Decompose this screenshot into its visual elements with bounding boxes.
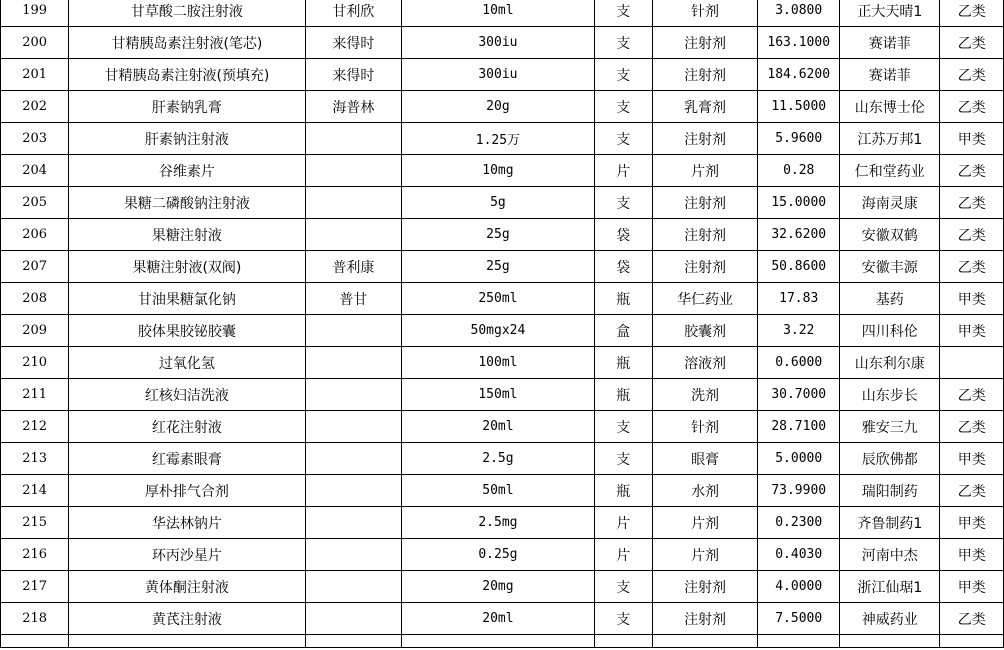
cell-manufacturer: 正大天晴1 (840, 0, 940, 27)
cell-row-number: 207 (1, 251, 69, 283)
cell-row-number: 204 (1, 155, 69, 187)
cell-specification: 50ml (402, 475, 594, 507)
cell-price: 28.7100 (758, 411, 840, 443)
empty-cell (594, 635, 652, 648)
cell-unit: 瓶 (594, 283, 652, 315)
cell-drug-name: 红核妇洁洗液 (69, 379, 305, 411)
cell-price: 7.5000 (758, 603, 840, 635)
cell-dosage-form: 注射剂 (652, 187, 757, 219)
cell-dosage-form: 乳膏剂 (652, 91, 757, 123)
cell-unit: 支 (594, 0, 652, 27)
cell-row-number: 200 (1, 27, 69, 59)
cell-brand-name: 甘利欣 (305, 0, 402, 27)
cell-brand-name (305, 123, 402, 155)
cell-unit: 片 (594, 539, 652, 571)
cell-brand-name (305, 315, 402, 347)
cell-manufacturer: 瑞阳制药 (840, 475, 940, 507)
cell-brand-name (305, 379, 402, 411)
table-row (1, 283, 1004, 315)
cell-row-number: 215 (1, 507, 69, 539)
cell-brand-name (305, 219, 402, 251)
cell-insurance-class: 甲类 (940, 315, 1004, 347)
empty-cell (758, 635, 840, 648)
cell-unit: 瓶 (594, 379, 652, 411)
cell-manufacturer: 辰欣佛都 (840, 443, 940, 475)
cell-specification: 2.5mg (402, 507, 594, 539)
cell-brand-name: 来得时 (305, 59, 402, 91)
cell-unit: 片 (594, 155, 652, 187)
cell-row-number: 203 (1, 123, 69, 155)
cell-price: 0.2300 (758, 507, 840, 539)
cell-drug-name: 肝素钠注射液 (69, 123, 305, 155)
cell-dosage-form: 眼膏 (652, 443, 757, 475)
cell-price: 0.28 (758, 155, 840, 187)
cell-insurance-class: 甲类 (940, 539, 1004, 571)
cell-manufacturer: 山东博士伦 (840, 91, 940, 123)
table-row (1, 187, 1004, 219)
cell-specification: 10mg (402, 155, 594, 187)
cell-manufacturer: 赛诺菲 (840, 27, 940, 59)
cell-dosage-form: 片剂 (652, 507, 757, 539)
cell-unit: 支 (594, 603, 652, 635)
cell-brand-name: 普甘 (305, 283, 402, 315)
cell-specification: 100ml (402, 347, 594, 379)
cell-manufacturer: 江苏万邦1 (840, 123, 940, 155)
cell-brand-name (305, 411, 402, 443)
cell-manufacturer: 浙江仙琚1 (840, 571, 940, 603)
table-row (1, 507, 1004, 539)
cell-insurance-class: 乙类 (940, 219, 1004, 251)
cell-specification: 20ml (402, 411, 594, 443)
cell-row-number: 217 (1, 571, 69, 603)
table-row (1, 155, 1004, 187)
cell-row-number: 212 (1, 411, 69, 443)
cell-drug-name: 甘草酸二胺注射液 (69, 0, 305, 27)
cell-insurance-class (940, 347, 1004, 379)
cell-dosage-form: 溶液剂 (652, 347, 757, 379)
table-row (1, 315, 1004, 347)
cell-manufacturer: 海南灵康 (840, 187, 940, 219)
table-row (1, 219, 1004, 251)
cell-dosage-form: 注射剂 (652, 571, 757, 603)
cell-dosage-form: 注射剂 (652, 59, 757, 91)
cell-brand-name: 普利康 (305, 251, 402, 283)
cell-drug-name: 过氧化氢 (69, 347, 305, 379)
cell-specification: 20mg (402, 571, 594, 603)
table-body (1, 0, 1004, 648)
cell-unit: 支 (594, 27, 652, 59)
cell-manufacturer: 仁和堂药业 (840, 155, 940, 187)
cell-price: 30.7000 (758, 379, 840, 411)
cell-price: 50.8600 (758, 251, 840, 283)
cell-unit: 瓶 (594, 475, 652, 507)
cell-manufacturer: 齐鲁制药1 (840, 507, 940, 539)
cell-unit: 支 (594, 91, 652, 123)
cell-brand-name (305, 507, 402, 539)
cell-dosage-form: 注射剂 (652, 251, 757, 283)
cell-row-number: 214 (1, 475, 69, 507)
cell-manufacturer: 安徽丰源 (840, 251, 940, 283)
cell-drug-name: 环丙沙星片 (69, 539, 305, 571)
cell-drug-name: 谷维素片 (69, 155, 305, 187)
cell-price: 5.0000 (758, 443, 840, 475)
cell-insurance-class: 甲类 (940, 571, 1004, 603)
table-row (1, 251, 1004, 283)
cell-specification: 50mgx24 (402, 315, 594, 347)
cell-row-number: 211 (1, 379, 69, 411)
table-row (1, 347, 1004, 379)
cell-specification: 150ml (402, 379, 594, 411)
cell-unit: 支 (594, 123, 652, 155)
cell-specification: 5g (402, 187, 594, 219)
cell-brand-name (305, 187, 402, 219)
cell-manufacturer: 安徽双鹤 (840, 219, 940, 251)
cell-specification: 300iu (402, 59, 594, 91)
cell-specification: 0.25g (402, 539, 594, 571)
cell-unit: 支 (594, 411, 652, 443)
cell-price: 3.22 (758, 315, 840, 347)
cell-insurance-class: 乙类 (940, 379, 1004, 411)
cell-unit: 支 (594, 443, 652, 475)
table-row (1, 0, 1004, 27)
cell-manufacturer: 赛诺菲 (840, 59, 940, 91)
cell-drug-name: 果糖二磷酸钠注射液 (69, 187, 305, 219)
empty-cell (402, 635, 594, 648)
cell-price: 0.6000 (758, 347, 840, 379)
empty-cell (840, 635, 940, 648)
cell-manufacturer: 河南中杰 (840, 539, 940, 571)
cell-price: 163.1000 (758, 27, 840, 59)
table-row (1, 443, 1004, 475)
empty-cell (305, 635, 402, 648)
cell-drug-name: 黄芪注射液 (69, 603, 305, 635)
empty-cell (940, 635, 1004, 648)
cell-drug-name: 甘精胰岛素注射液(预填充) (69, 59, 305, 91)
cell-dosage-form: 注射剂 (652, 219, 757, 251)
cell-drug-name: 甘精胰岛素注射液(笔芯) (69, 27, 305, 59)
cell-price: 3.0800 (758, 0, 840, 27)
cell-dosage-form: 注射剂 (652, 123, 757, 155)
table-row (1, 27, 1004, 59)
cell-row-number: 210 (1, 347, 69, 379)
empty-cell (1, 635, 69, 648)
cell-price: 17.83 (758, 283, 840, 315)
cell-dosage-form: 针剂 (652, 411, 757, 443)
cell-brand-name (305, 155, 402, 187)
cell-dosage-form: 片剂 (652, 539, 757, 571)
cell-insurance-class: 乙类 (940, 155, 1004, 187)
cell-dosage-form: 片剂 (652, 155, 757, 187)
table-row (1, 91, 1004, 123)
table-row (1, 123, 1004, 155)
cell-drug-name: 胶体果胶铋胶囊 (69, 315, 305, 347)
cell-drug-name: 华法林钠片 (69, 507, 305, 539)
cell-brand-name: 海普林 (305, 91, 402, 123)
table-row (1, 411, 1004, 443)
cell-specification: 250ml (402, 283, 594, 315)
cell-drug-name: 红霉素眼膏 (69, 443, 305, 475)
cell-brand-name (305, 347, 402, 379)
cell-brand-name (305, 539, 402, 571)
cell-row-number: 201 (1, 59, 69, 91)
table-row (1, 571, 1004, 603)
cell-row-number: 206 (1, 219, 69, 251)
cell-unit: 支 (594, 571, 652, 603)
table-row-partial (1, 635, 1004, 648)
cell-drug-name: 黄体酮注射液 (69, 571, 305, 603)
table-row (1, 475, 1004, 507)
table-row (1, 59, 1004, 91)
cell-manufacturer: 四川科伦 (840, 315, 940, 347)
cell-insurance-class: 乙类 (940, 27, 1004, 59)
cell-insurance-class: 乙类 (940, 59, 1004, 91)
cell-price: 32.6200 (758, 219, 840, 251)
empty-cell (652, 635, 757, 648)
cell-dosage-form: 水剂 (652, 475, 757, 507)
cell-specification: 2.5g (402, 443, 594, 475)
cell-price: 4.0000 (758, 571, 840, 603)
cell-insurance-class: 甲类 (940, 123, 1004, 155)
cell-row-number: 216 (1, 539, 69, 571)
cell-manufacturer: 雅安三九 (840, 411, 940, 443)
cell-manufacturer: 山东利尔康 (840, 347, 940, 379)
cell-insurance-class: 甲类 (940, 507, 1004, 539)
cell-drug-name: 果糖注射液(双阀) (69, 251, 305, 283)
cell-insurance-class: 乙类 (940, 0, 1004, 27)
cell-row-number: 208 (1, 283, 69, 315)
cell-specification: 20g (402, 91, 594, 123)
cell-row-number: 205 (1, 187, 69, 219)
cell-price: 11.5000 (758, 91, 840, 123)
cell-insurance-class: 甲类 (940, 443, 1004, 475)
cell-specification: 25g (402, 219, 594, 251)
cell-dosage-form: 注射剂 (652, 603, 757, 635)
cell-specification: 20ml (402, 603, 594, 635)
empty-cell (69, 635, 305, 648)
cell-dosage-form: 针剂 (652, 0, 757, 27)
cell-price: 0.4030 (758, 539, 840, 571)
cell-drug-name: 厚朴排气合剂 (69, 475, 305, 507)
cell-brand-name: 来得时 (305, 27, 402, 59)
table-row (1, 539, 1004, 571)
cell-insurance-class: 乙类 (940, 603, 1004, 635)
cell-drug-name: 肝素钠乳膏 (69, 91, 305, 123)
cell-dosage-form: 洗剂 (652, 379, 757, 411)
cell-manufacturer: 基药 (840, 283, 940, 315)
cell-unit: 盒 (594, 315, 652, 347)
cell-manufacturer: 神威药业 (840, 603, 940, 635)
cell-specification: 10ml (402, 0, 594, 27)
cell-row-number: 218 (1, 603, 69, 635)
cell-insurance-class: 乙类 (940, 251, 1004, 283)
cell-unit: 袋 (594, 251, 652, 283)
cell-dosage-form: 胶囊剂 (652, 315, 757, 347)
cell-row-number: 209 (1, 315, 69, 347)
cell-dosage-form: 华仁药业 (652, 283, 757, 315)
cell-price: 5.9600 (758, 123, 840, 155)
table-row (1, 603, 1004, 635)
cell-price: 73.9900 (758, 475, 840, 507)
cell-price: 15.0000 (758, 187, 840, 219)
cell-insurance-class: 甲类 (940, 283, 1004, 315)
cell-specification: 25g (402, 251, 594, 283)
cell-manufacturer: 山东步长 (840, 379, 940, 411)
cell-drug-name: 甘油果糖氯化钠 (69, 283, 305, 315)
cell-brand-name (305, 475, 402, 507)
cell-unit: 片 (594, 507, 652, 539)
cell-dosage-form: 注射剂 (652, 27, 757, 59)
cell-row-number: 213 (1, 443, 69, 475)
cell-insurance-class: 乙类 (940, 187, 1004, 219)
cell-brand-name (305, 571, 402, 603)
cell-drug-name: 红花注射液 (69, 411, 305, 443)
cell-insurance-class: 乙类 (940, 475, 1004, 507)
table-row (1, 379, 1004, 411)
cell-specification: 1.25万 (402, 123, 594, 155)
cell-unit: 袋 (594, 219, 652, 251)
cell-drug-name: 果糖注射液 (69, 219, 305, 251)
cell-unit: 瓶 (594, 347, 652, 379)
cell-insurance-class: 乙类 (940, 411, 1004, 443)
cell-price: 184.6200 (758, 59, 840, 91)
cell-unit: 支 (594, 59, 652, 91)
cell-insurance-class: 乙类 (940, 91, 1004, 123)
cell-specification: 300iu (402, 27, 594, 59)
cell-row-number: 202 (1, 91, 69, 123)
cell-row-number: 199 (1, 0, 69, 27)
cell-unit: 支 (594, 187, 652, 219)
cell-brand-name (305, 443, 402, 475)
cell-brand-name (305, 603, 402, 635)
